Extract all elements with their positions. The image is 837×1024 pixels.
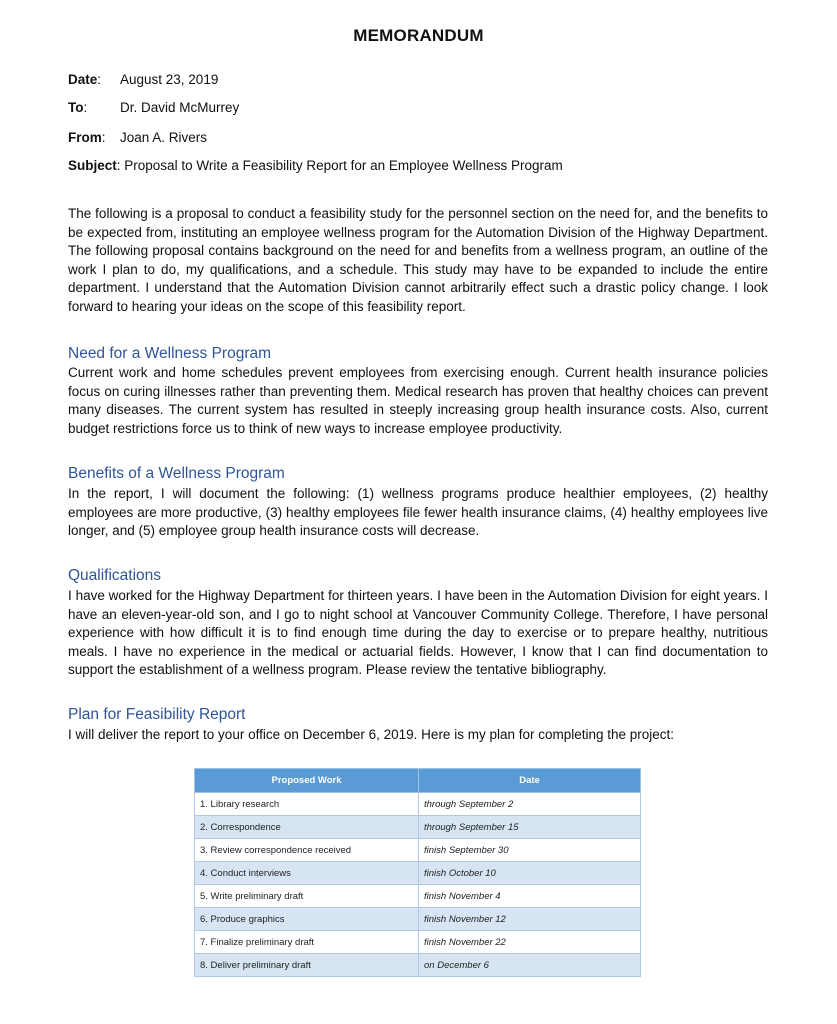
- table-cell-work: 6. Produce graphics: [195, 908, 419, 931]
- table-header-proposed-work: Proposed Work: [195, 769, 419, 793]
- table-cell-work: 5. Write preliminary draft: [195, 885, 419, 908]
- table-cell-work: 1. Library research: [195, 793, 419, 816]
- table-row: [195, 931, 641, 954]
- to-line: To: Dr. David McMurrey: [68, 100, 240, 115]
- table-cell-date: through September 15: [419, 816, 641, 839]
- table-cell-date: finish October 10: [419, 862, 641, 885]
- table-header-date: Date: [419, 769, 641, 793]
- from-value: Joan A. Rivers: [120, 130, 208, 145]
- subject-value: Proposal to Write a Feasibility Report for an Employee Wellness Program: [124, 158, 563, 173]
- memo-title: MEMORANDUM: [353, 26, 484, 45]
- table-row: [195, 839, 641, 862]
- table-row: [195, 885, 641, 908]
- from-label: From: [68, 130, 102, 145]
- table-cell-date: finish September 30: [419, 839, 641, 862]
- benefits-heading: Benefits of a Wellness Program: [68, 465, 285, 482]
- table-cell-date: through September 2: [419, 793, 641, 816]
- date-value: August 23, 2019: [120, 72, 219, 87]
- subject-label: Subject: [68, 158, 117, 173]
- table-row: [195, 954, 641, 977]
- table-cell-work: 7. Finalize preliminary draft: [195, 931, 419, 954]
- intro-paragraph: The following is a proposal to conduct a feasibility study for the personnel section on the need for, and the benefits to be expected from, instituting an employee wellness program for the Automation Division of the Highway Department. The following proposal contains background on the need for and benefits from a wellness program, an outline of the work I plan to do, my qualifications, and a schedule. This study may have to be expanded to include the entire department. I understand that the Automation Division cannot arbitrarily effect such a drastic policy change. I look forward to hearing your ideas on the scope of this feasibility report.: [68, 206, 768, 314]
- schedule-table: [194, 768, 641, 977]
- table-cell-date: finish November 22: [419, 931, 641, 954]
- to-label: To: [68, 100, 84, 115]
- table-row: [195, 816, 641, 839]
- subject-line: Subject: Proposal to Write a Feasibility Report for an Employee Wellness Program: [68, 158, 563, 173]
- to-value: Dr. David McMurrey: [120, 100, 240, 115]
- table-row: [195, 793, 641, 816]
- table-cell-date: finish November 4: [419, 885, 641, 908]
- plan-paragraph: I will deliver the report to your office on December 6, 2019. Here is my plan for completing the project:: [68, 727, 675, 742]
- need-heading: Need for a Wellness Program: [68, 345, 272, 362]
- table-header-row: [195, 769, 641, 793]
- table-cell-work: 3. Review correspondence received: [195, 839, 419, 862]
- benefits-paragraph: In the report, I will document the following: (1) wellness programs produce healthier employees, (2) healthy employees are more productive, (3) healthy employees file fewer health insurance claims, (4) healthy employees live longer, and (5) employee group health insurance costs will decrease.: [68, 486, 768, 539]
- table-cell-date: finish November 12: [419, 908, 641, 931]
- date-label: Date: [68, 72, 98, 87]
- plan-heading: Plan for Feasibility Report: [68, 706, 246, 723]
- table-row: [195, 908, 641, 931]
- from-line: From: Joan A. Rivers: [68, 130, 208, 145]
- table-cell-work: 8. Deliver preliminary draft: [195, 954, 419, 977]
- need-paragraph: Current work and home schedules prevent employees from exercising enough. Current health insurance policies focus on curing illnesses rather than preventing them. Medical research has proven that healthy choices can prevent many diseases. The current system has resulted in steeply increasing group health insurance costs. Also, current budget restrictions force us to think of new ways to increase employee productivity.: [68, 365, 768, 436]
- table-cell-work: 2. Correspondence: [195, 816, 419, 839]
- date-line: Date: August 23, 2019: [68, 72, 219, 87]
- qualifications-heading: Qualifications: [68, 567, 162, 584]
- table-cell-date: on December 6: [419, 954, 641, 977]
- qualifications-paragraph: I have worked for the Highway Department for thirteen years. I have been in the Automation Division for eight years. I have an eleven-year-old son, and I go to night school at Vancouver Community College. Therefore, I have personal experience with how difficult it is to find enough time during the day to exercise or to prepare healthy, nutritious meals. I have no experience in the medical or actuarial fields. However, I know that I can find documentation to support the establishment of a wellness program. Please review the tentative bibliography.: [68, 588, 768, 678]
- table-cell-work: 4. Conduct interviews: [195, 862, 419, 885]
- table-row: [195, 862, 641, 885]
